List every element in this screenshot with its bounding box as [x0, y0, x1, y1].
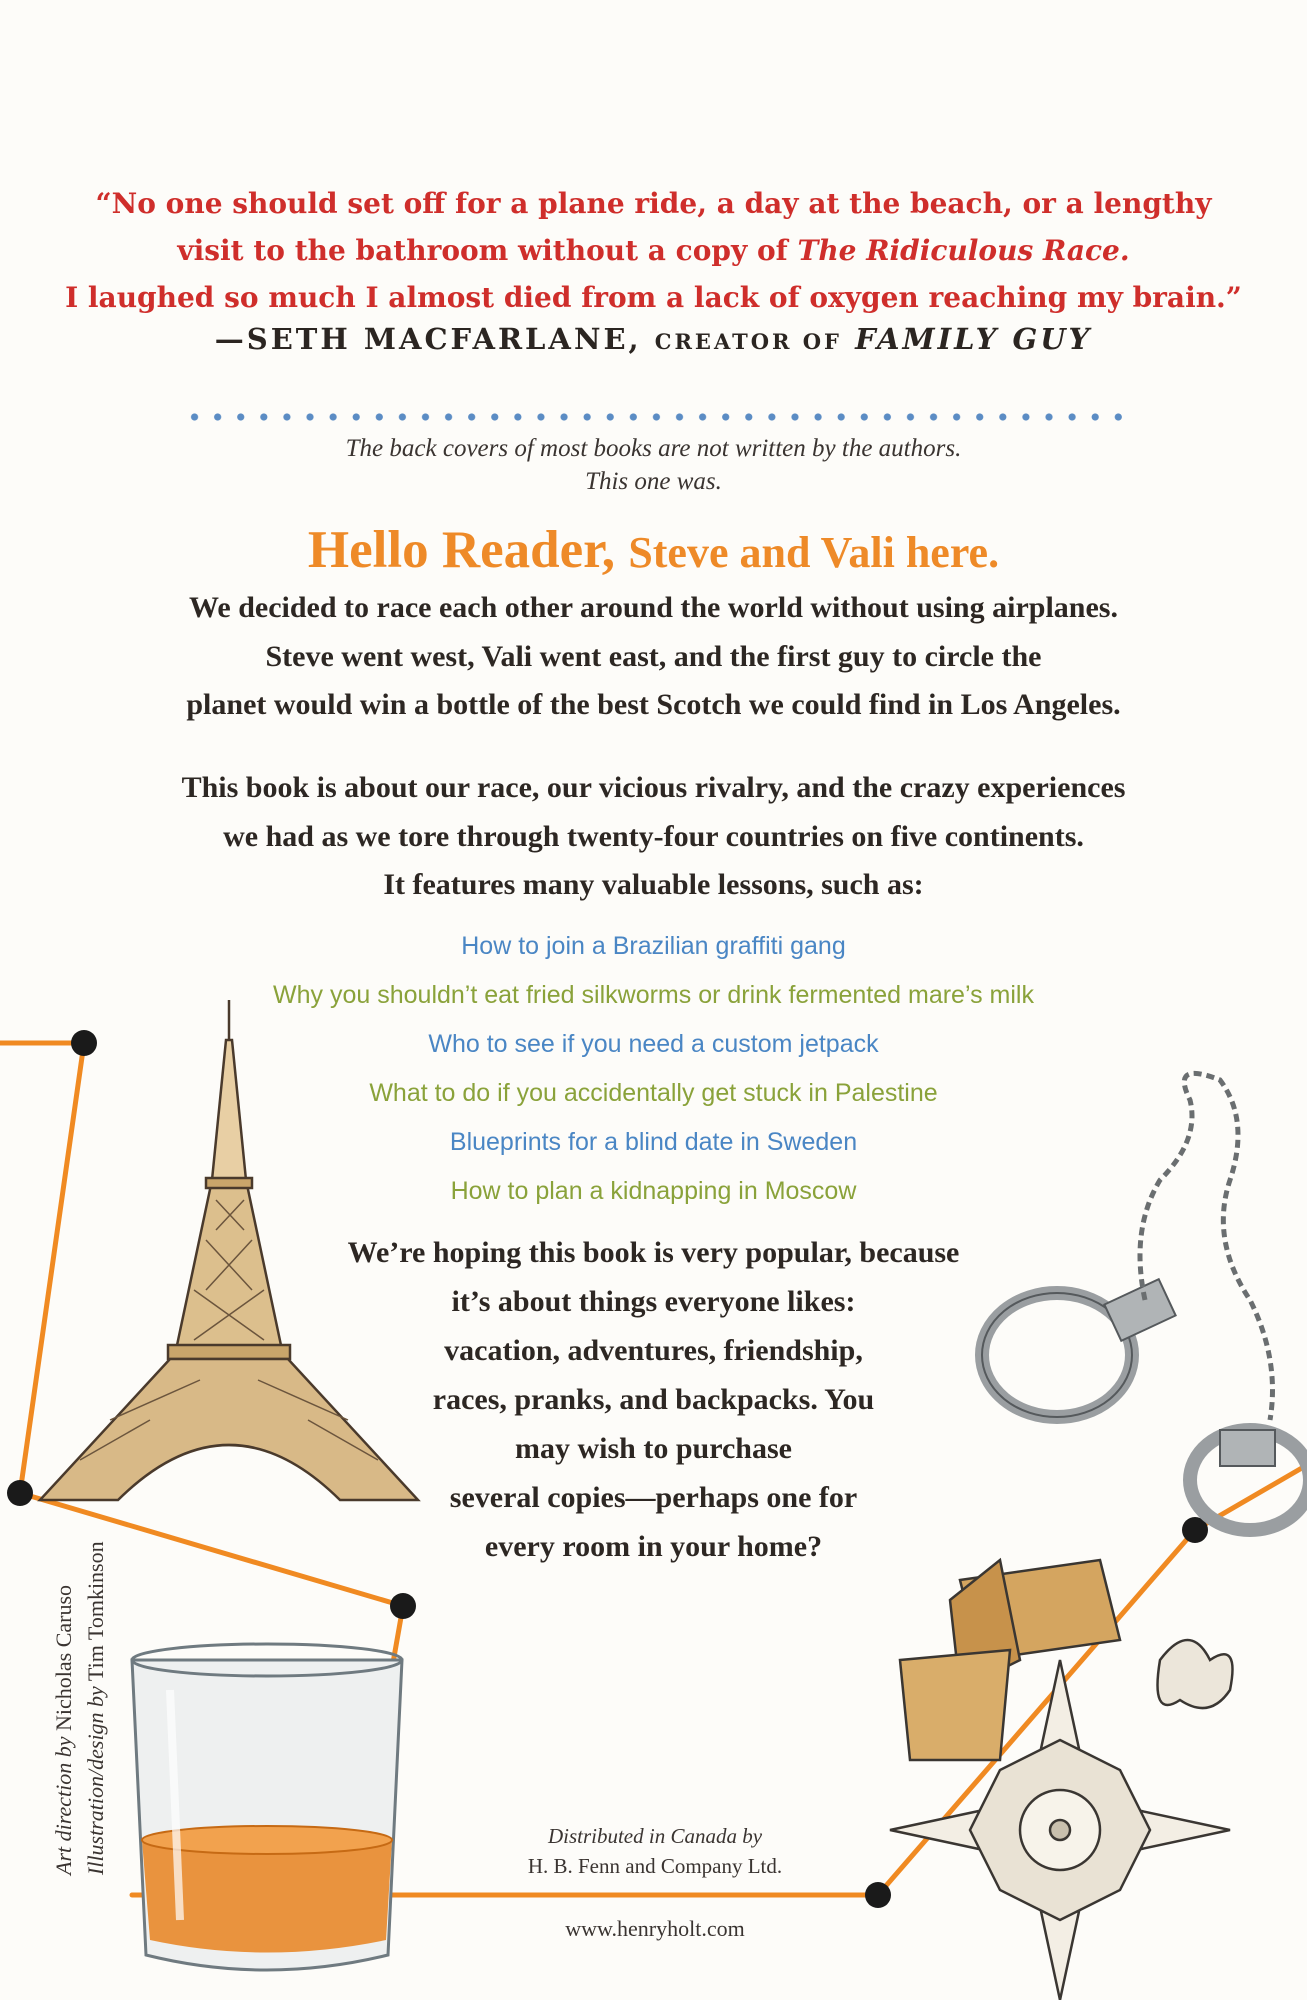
intro-line: This one was.: [585, 468, 722, 495]
paragraph-line: every room in your home?: [484, 1530, 823, 1563]
lesson-item: How to plan a kidnapping in Moscow: [450, 1177, 857, 1205]
design-credits: [48, 1541, 112, 1875]
credit-line: [80, 1541, 112, 1875]
quote-line: [0, 227, 1307, 274]
paragraph-line: This book is about our race, our vicious rivalry, and the crazy experiences: [181, 771, 1126, 804]
lesson-item: Why you shouldn’t eat fried silkworms or drink fermented mare’s milk: [273, 981, 1034, 1009]
quote-line: I laughed so much I almost died from a lack of oxygen reaching my brain.”: [65, 281, 1242, 314]
credit-line: [48, 1541, 80, 1875]
quote-line: “No one should set off for a plane ride, a day at the beach, or a lengthy: [95, 187, 1212, 220]
attribution-role: CREATOR OF: [654, 329, 842, 354]
credit-label: Illustration/design by: [83, 1686, 108, 1875]
attribution-show: FAMILY GUY: [855, 322, 1093, 356]
quote-text: visit to the bathroom without a copy of: [177, 234, 798, 267]
paragraph-line: We decided to race each other around the world without using airplanes.: [189, 591, 1118, 624]
hello-part: Steve and Vali here.: [628, 528, 1000, 577]
whisky-glass-icon: [132, 1644, 402, 1970]
paragraph-line: planet would win a bottle of the best Scotch we could find in Los Angeles.: [186, 688, 1121, 721]
distribution-line: H. B. Fenn and Company Ltd.: [527, 1854, 783, 1878]
paragraph-popular: [0, 1228, 1307, 1571]
paragraph-line: Steve went west, Vali went east, and the first guy to circle the: [265, 639, 1042, 673]
intro-note: [0, 432, 1307, 498]
paragraph-line: We’re hoping this book is very popular, because: [347, 1236, 960, 1269]
route-node: [390, 1593, 416, 1619]
paragraph-line: It features many valuable lessons, such as:: [383, 868, 924, 901]
distribution-line: Distributed in Canada by: [547, 1824, 763, 1848]
paragraph-line: it’s about things everyone likes:: [451, 1285, 856, 1318]
route-node: [865, 1882, 891, 1908]
lesson-item: Who to see if you need a custom jetpack: [428, 1030, 879, 1058]
lesson-item: Blueprints for a blind date in Sweden: [449, 1128, 858, 1156]
paragraph-line: several copies—perhaps one for: [449, 1481, 858, 1514]
paragraph-book: [0, 764, 1307, 910]
dotted-divider: [183, 410, 1131, 424]
lesson-item: What to do if you accidentally get stuck in Palestine: [369, 1079, 938, 1107]
distribution-note: [455, 1821, 855, 1881]
paragraph-line: vacation, adventures, friendship,: [444, 1334, 863, 1367]
hello-heading: [0, 520, 1307, 580]
lessons-list: [0, 922, 1307, 1216]
endorsement-quote: [0, 180, 1307, 321]
compass-icon: [890, 1560, 1233, 2000]
credit-label: Art direction by: [51, 1736, 76, 1875]
attribution-name: —SETH MACFARLANE,: [214, 322, 642, 356]
lesson-item: How to join a Brazilian graffiti gang: [461, 932, 846, 960]
hello-part: Hello Reader,: [307, 521, 616, 579]
book-title: The Ridiculous Race.: [797, 234, 1130, 267]
paragraph-line: races, pranks, and backpacks. You: [432, 1383, 875, 1416]
credit-name: Nicholas Caruso: [51, 1584, 76, 1731]
paragraph-line: we had as we tore through twenty-four countries on five continents.: [223, 819, 1084, 853]
publisher-website[interactable]: www.henryholt.com: [565, 1916, 745, 1941]
quote-attribution: [0, 322, 1307, 356]
credit-name: Tim Tomkinson: [83, 1541, 108, 1682]
intro-line: The back covers of most books are not written by the authors.: [345, 435, 962, 462]
paragraph-race: [0, 584, 1307, 730]
paragraph-line: may wish to purchase: [515, 1432, 792, 1465]
